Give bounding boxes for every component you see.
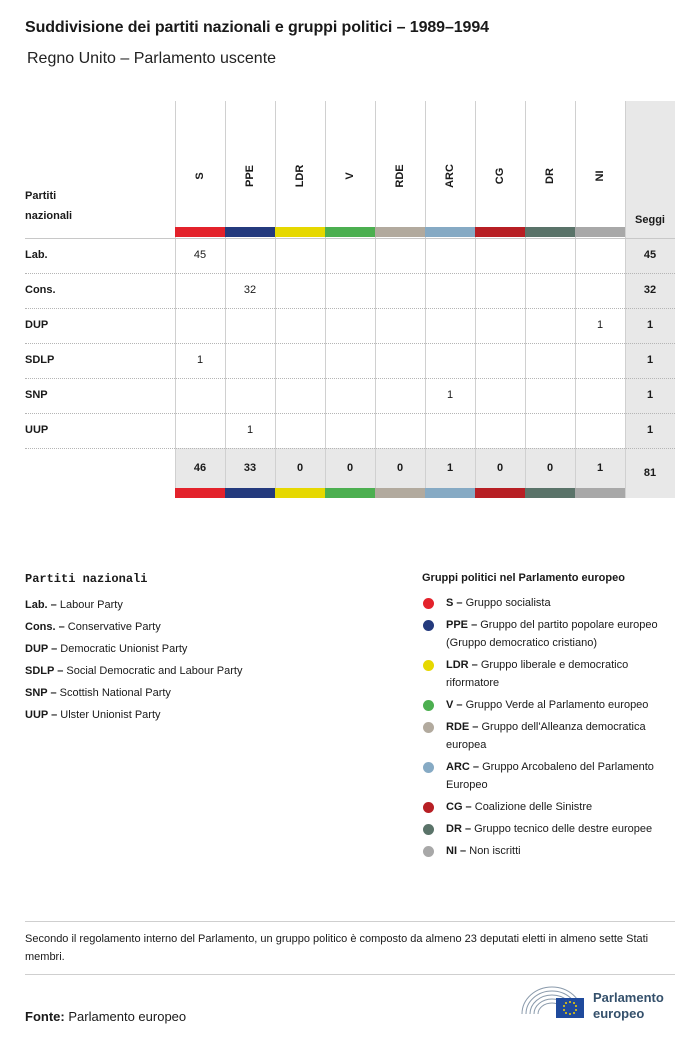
- table-cell: [325, 343, 375, 378]
- table-cell: [525, 308, 575, 343]
- column-header-cg: CG: [494, 167, 506, 185]
- table-cell: [175, 378, 225, 413]
- column-header-v: V: [344, 172, 356, 180]
- table-cell: [475, 413, 525, 448]
- party-legend-title: Partiti nazionali: [25, 572, 148, 586]
- table-cell: 1: [596, 319, 604, 331]
- table-cell: [475, 378, 525, 413]
- group-color-dot-icon: [423, 598, 434, 609]
- table-cell: [575, 378, 625, 413]
- group-legend-item: RDE – Gruppo dell'Alleanza democratica europea: [422, 718, 682, 754]
- table-cell: [425, 308, 475, 343]
- column-total: 0: [296, 462, 304, 474]
- group-color-dot-icon: [423, 620, 434, 631]
- column-total: 33: [243, 462, 257, 474]
- column-total: 46: [193, 462, 207, 474]
- row-total: 1: [646, 389, 654, 401]
- group-color-dot-icon: [423, 762, 434, 773]
- table-cell: [575, 413, 625, 448]
- group-color-bar: [425, 227, 475, 237]
- table-cell: [575, 238, 625, 273]
- grand-total: 81: [643, 467, 657, 479]
- group-color-bar: [575, 227, 625, 237]
- row-total: 1: [646, 354, 654, 366]
- table-cell: [525, 238, 575, 273]
- table-cell: [325, 308, 375, 343]
- table-cell: [425, 343, 475, 378]
- table-cell: [375, 238, 425, 273]
- group-legend-item: DR – Gruppo tecnico delle destre europee: [422, 820, 682, 838]
- group-color-bar: [175, 488, 225, 498]
- group-color-bar: [275, 488, 325, 498]
- table-cell: [175, 413, 225, 448]
- party-legend: [25, 594, 385, 726]
- page-subtitle: Regno Unito – Parlamento uscente: [27, 50, 277, 67]
- table-cell: [375, 308, 425, 343]
- column-total: 0: [546, 462, 554, 474]
- group-color-dot-icon: [423, 802, 434, 813]
- group-legend-item: S – Gruppo socialista: [422, 594, 682, 612]
- table-cell: [225, 308, 275, 343]
- column-header-s: S: [194, 172, 206, 180]
- group-color-dot-icon: [423, 700, 434, 711]
- table-cell: [275, 273, 325, 308]
- group-legend-item: V – Gruppo Verde al Parlamento europeo: [422, 696, 682, 714]
- parliament-logo: Parlamento europeo: [520, 984, 680, 1024]
- seggi-header: Seggi: [635, 214, 665, 226]
- party-legend-item: UUP – Ulster Unionist Party: [25, 709, 161, 721]
- group-color-bar: [525, 227, 575, 237]
- table-cell: [225, 343, 275, 378]
- row-label: Cons.: [25, 284, 56, 296]
- table-cell: [275, 308, 325, 343]
- table-cell: [525, 378, 575, 413]
- table-cell: 1: [246, 424, 254, 436]
- table-cell: [275, 238, 325, 273]
- table-cell: [225, 238, 275, 273]
- group-legend-item: LDR – Gruppo liberale e democratico riformatore: [422, 656, 682, 692]
- row-total: 1: [646, 319, 654, 331]
- group-color-bar: [225, 488, 275, 498]
- group-color-bar: [475, 488, 525, 498]
- row-label: SDLP: [25, 354, 55, 366]
- column-header-arc: ARC: [444, 164, 456, 188]
- group-color-bar: [175, 227, 225, 237]
- table-cell: [475, 343, 525, 378]
- column-header-ni: NI: [594, 170, 606, 182]
- row-total: 1: [646, 424, 654, 436]
- table-cell: [525, 413, 575, 448]
- row-total: 32: [643, 284, 657, 296]
- table-cell: [525, 343, 575, 378]
- table-cell: [375, 378, 425, 413]
- seats-table: [25, 101, 675, 498]
- column-total: 0: [496, 462, 504, 474]
- group-color-bar: [525, 488, 575, 498]
- group-color-bar: [225, 227, 275, 237]
- column-header-dr: DR: [544, 168, 556, 184]
- source-line: Fonte: Parlamento europeo: [25, 1009, 187, 1024]
- table-cell: [175, 308, 225, 343]
- row-label: UUP: [25, 424, 49, 436]
- group-legend-item: ARC – Gruppo Arcobaleno del Parlamento Europeo: [422, 758, 682, 794]
- group-color-dot-icon: [423, 846, 434, 857]
- group-color-bar: [425, 488, 475, 498]
- group-color-bar: [325, 488, 375, 498]
- page-title: Suddivisione dei partiti nazionali e gruppi politici – 1989–1994: [25, 19, 489, 36]
- table-cell: 1: [196, 354, 204, 366]
- table-cell: 1: [446, 389, 454, 401]
- table-cell: [325, 413, 375, 448]
- table-cell: [325, 238, 375, 273]
- group-color-bar: [475, 227, 525, 237]
- group-legend: [422, 594, 682, 864]
- divider: [25, 921, 675, 922]
- table-cell: [375, 413, 425, 448]
- table-cell: [425, 273, 475, 308]
- table-cell: [475, 308, 525, 343]
- group-legend-item: PPE – Gruppo del partito popolare europeo (Gruppo democratico cristiano): [422, 616, 682, 652]
- table-cell: [275, 413, 325, 448]
- row-total: 45: [643, 249, 657, 261]
- table-cell: [325, 273, 375, 308]
- table-cell: [275, 343, 325, 378]
- table-cell: [475, 273, 525, 308]
- table-cell: [275, 378, 325, 413]
- party-legend-item: Lab. – Labour Party: [25, 599, 123, 611]
- hemicycle-icon: [520, 984, 590, 1024]
- party-legend-item: SNP – Scottish National Party: [25, 687, 171, 699]
- row-label: SNP: [25, 389, 48, 401]
- column-total: 1: [446, 462, 454, 474]
- row-label: Lab.: [25, 249, 48, 261]
- column-total: 1: [596, 462, 604, 474]
- table-cell: [575, 343, 625, 378]
- divider: [25, 974, 675, 975]
- table-cell: 32: [243, 284, 257, 296]
- row-label: DUP: [25, 319, 49, 331]
- table-cell: [225, 378, 275, 413]
- party-legend-item: Cons. – Conservative Party: [25, 621, 161, 633]
- group-color-bar: [275, 227, 325, 237]
- table-cell: [425, 413, 475, 448]
- column-header-ppe: PPE: [244, 164, 256, 188]
- table-cell: [575, 273, 625, 308]
- table-cell: [175, 273, 225, 308]
- footnote: Secondo il regolamento interno del Parlamento, un gruppo politico è composto da almeno 23 deputati eletti in almeno sette Stati membri.: [25, 933, 649, 963]
- table-cell: [425, 238, 475, 273]
- group-color-bar: [375, 488, 425, 498]
- party-legend-item: DUP – Democratic Unionist Party: [25, 643, 188, 655]
- group-legend-item: CG – Coalizione delle Sinistre: [422, 798, 682, 816]
- table-cell: [475, 238, 525, 273]
- row-header-label: Partiti nazionali: [25, 190, 73, 222]
- column-total: 0: [396, 462, 404, 474]
- group-color-bar: [325, 227, 375, 237]
- table-cell: [325, 378, 375, 413]
- table-cell: [525, 273, 575, 308]
- table-cell: [375, 343, 425, 378]
- group-color-bar: [375, 227, 425, 237]
- table-cell: 45: [193, 249, 207, 261]
- group-legend-title: Gruppi politici nel Parlamento europeo: [422, 572, 625, 584]
- party-legend-item: SDLP – Social Democratic and Labour Party: [25, 665, 243, 677]
- table-cell: [375, 273, 425, 308]
- group-color-dot-icon: [423, 824, 434, 835]
- group-legend-item: NI – Non iscritti: [422, 842, 682, 860]
- column-header-ldr: LDR: [294, 164, 306, 188]
- column-header-rde: RDE: [394, 164, 406, 188]
- group-color-dot-icon: [423, 660, 434, 671]
- group-color-dot-icon: [423, 722, 434, 733]
- column-total: 0: [346, 462, 354, 474]
- group-color-bar: [575, 488, 625, 498]
